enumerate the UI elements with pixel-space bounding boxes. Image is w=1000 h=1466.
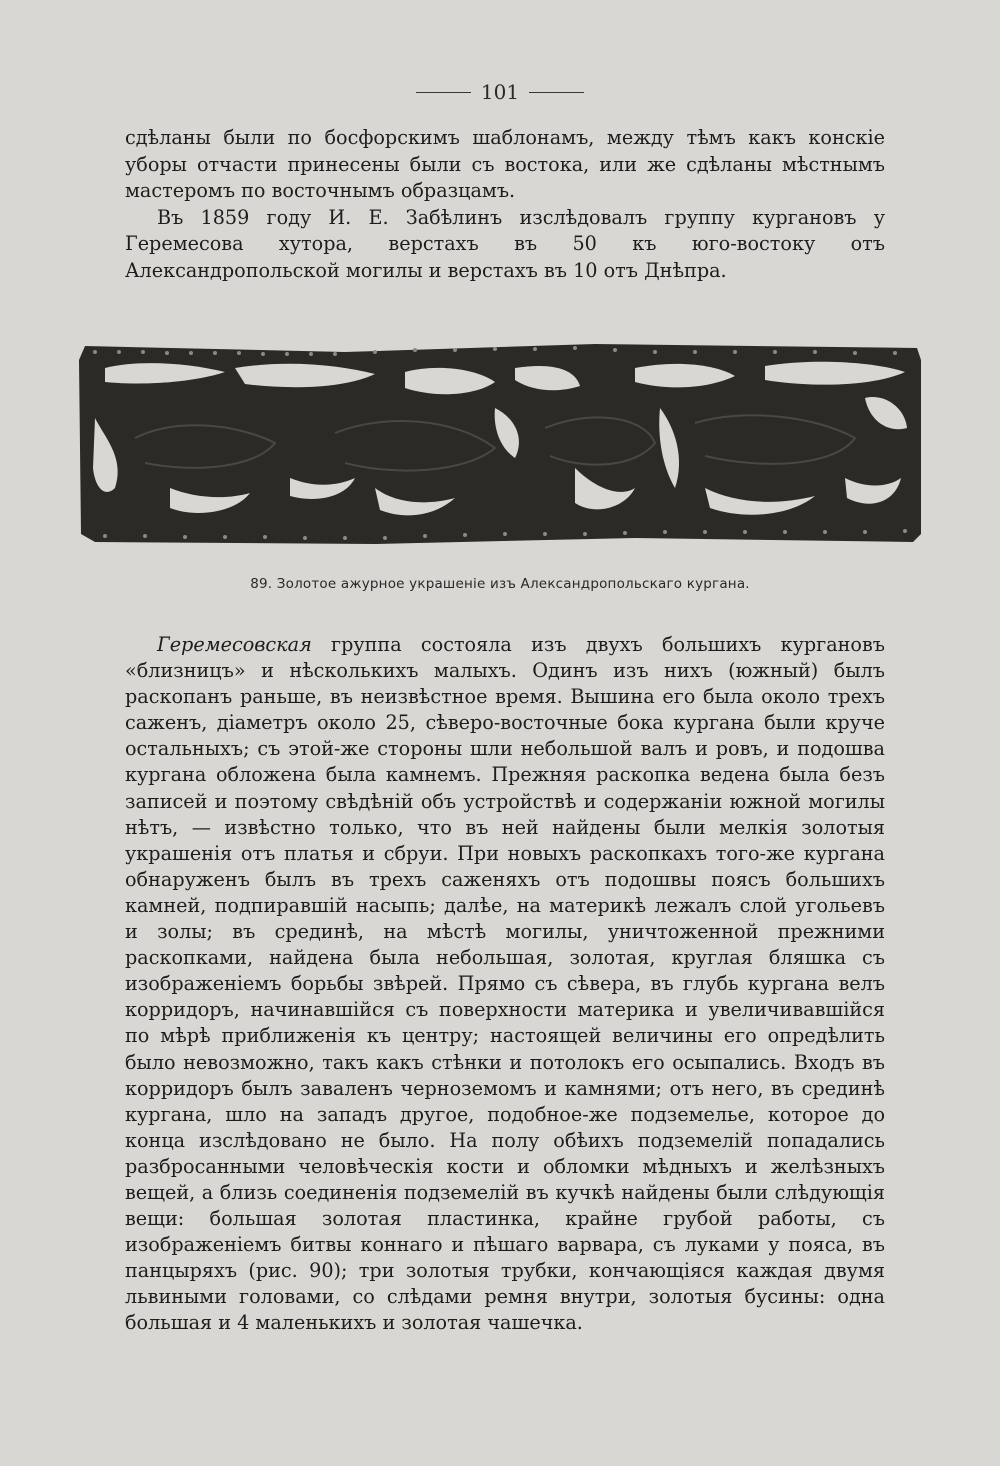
intro-paragraph-1: сдѣланы были по босфорскимъ шаблонамъ, между тѣмъ какъ конскіе уборы отчасти принесены были съ востока, или же сдѣланы мѣстнымъ мастеромъ по восточнымъ образцамъ. <box>125 126 885 203</box>
header-rule-left <box>416 92 471 93</box>
intro-text <box>125 125 885 285</box>
figure-openwork-plaque <box>75 338 925 553</box>
figure-caption: 89. Золотое ажурное украшеніе изъ Александропольскаго кургана. <box>250 576 750 592</box>
main-text <box>125 632 885 1337</box>
lead-italic-word: Геремесовская <box>157 633 312 656</box>
intro-paragraph-2: Въ 1859 году И. Е. Забѣлинъ изслѣдовалъ группу кургановъ у Геремесова хутора, верстахъ въ 50 къ юго-востоку отъ Александропольской могилы и верстахъ въ 10 отъ Днѣпра. <box>125 205 885 282</box>
page-header <box>0 80 1000 104</box>
openwork-gold-plaque-image <box>75 338 925 553</box>
main-paragraph-body: группа состояла изъ двухъ большихъ кургановъ «близницъ» и нѣсколькихъ малыхъ. Одинъ изъ нихъ (южный) былъ раскопанъ раньше, въ неизвѣстное время. Вышина его была около трехъ саженъ, діаметръ около 25, сѣверо-восточные бока кургана были круче остальныхъ; съ этой-же стороны шли небольшой валъ и ровъ, и подошва кургана обложена была камнемъ. Прежняя раскопка ведена была безъ записей и поэтому свѣдѣній объ устройствѣ и содержаніи южной могилы нѣтъ, — извѣстно только, что въ ней найдены были мелкія золотыя украшенія отъ платья и сбруи. При новыхъ раскопкахъ того-же кургана обнаруженъ былъ въ трехъ саженяхъ отъ подошвы поясъ большихъ камней, подпиравшій насыпь; далѣе, на материкѣ лежалъ слой угольевъ и золы; въ срединѣ, на мѣстѣ могилы, уничтоженной прежними раскопками, найдена была небольшая, золотая, круглая бляшка съ изображеніемъ борьбы звѣрей. Прямо съ сѣвера, въ глубь кургана велъ корридоръ, начинавшійся съ поверхности материка и увеличивавшійся по мѣрѣ приближенія къ центру; настоящей величины его опредѣлить было невозможно, такъ какъ стѣнки и потолокъ его осыпались. Входъ въ корридоръ былъ заваленъ черноземомъ и камнями; отъ него, въ срединѣ кургана, шло на западъ другое, подобное-же подземелье, которое до конца изслѣдовано не было. На полу обѣихъ подземелій попадались разбросанными человѣческія кости и обломки мѣдныхъ и желѣзныхъ вещей, а близь соединенія подземелій въ кучкѣ найдены были слѣдующія вещи: большая золотая пластинка, крайне грубой работы, съ изображеніемъ битвы коннаго и пѣшаго варвара, съ луками у пояса, въ панцыряхъ (рис. 90); три золотыя трубки, кончающіяся каждая двумя львиными головами, со слѣдами ремня внутри, золотыя бусины: одна большая и 4 маленькихъ и золотая чашечка. <box>125 633 885 1335</box>
page-number: 101 <box>480 80 520 104</box>
header-rule-right <box>529 92 584 93</box>
main-paragraph <box>125 632 885 1337</box>
